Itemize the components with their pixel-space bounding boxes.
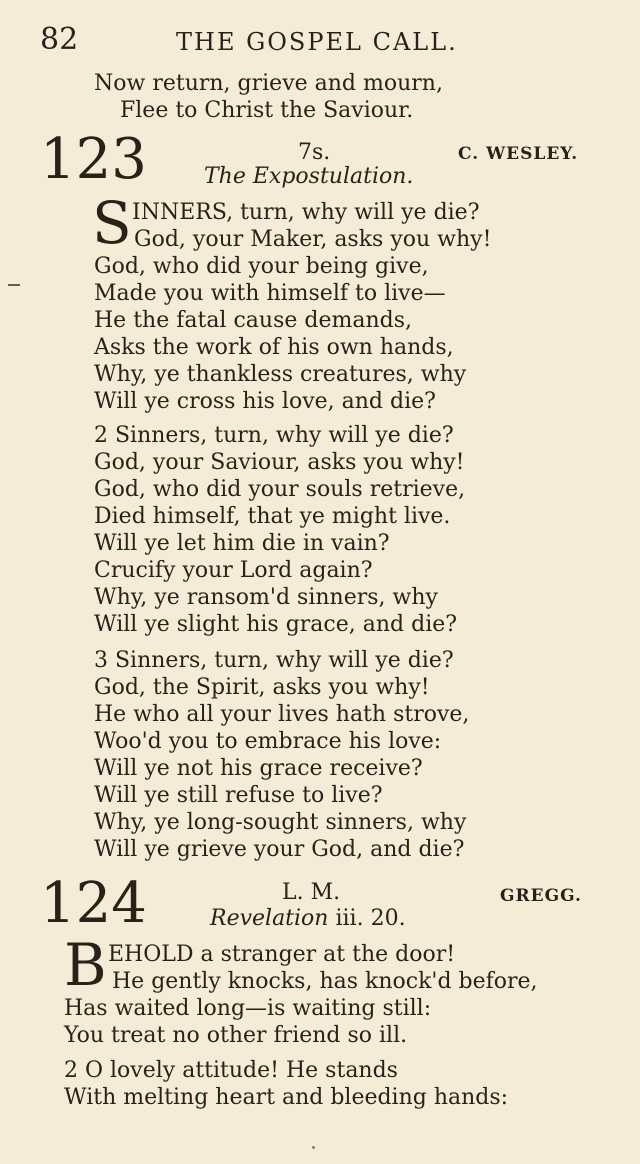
verse-line: God, your Saviour, asks you why! bbox=[94, 450, 465, 475]
verse-line: Made you with himself to live— bbox=[94, 281, 446, 306]
hymn-meter: L. M. bbox=[282, 880, 341, 905]
hymn-title-book: Revelation bbox=[210, 906, 329, 931]
verse-line: Crucify your Lord again? bbox=[94, 558, 373, 583]
verse-line: He who all your lives hath strove, bbox=[94, 702, 470, 727]
verse-line: Will ye cross his love, and die? bbox=[94, 389, 436, 414]
drop-cap: S bbox=[92, 189, 132, 257]
verse-line: With melting heart and bleeding hands: bbox=[64, 1085, 509, 1110]
verse-line: He gently knocks, has knock'd before, bbox=[112, 969, 538, 994]
verse-line: Why, ye ransom'd sinners, why bbox=[94, 585, 438, 610]
verse-line: Will ye not his grace receive? bbox=[94, 756, 423, 781]
verse-line: You treat no other friend so ill. bbox=[64, 1023, 408, 1048]
hymn-title-reference: iii. 20. bbox=[335, 906, 406, 931]
page-number: 82 bbox=[40, 22, 79, 57]
verse-line: God, who did your being give, bbox=[94, 254, 429, 279]
intro-line: Flee to Christ the Saviour. bbox=[120, 98, 414, 123]
verse-line: 2 Sinners, turn, why will ye die? bbox=[94, 423, 454, 448]
speck bbox=[312, 1146, 315, 1149]
verse-line: 3 Sinners, turn, why will ye die? bbox=[94, 648, 454, 673]
verse-line: God, your Maker, asks you why! bbox=[134, 227, 492, 252]
hymn-meter: 7s. bbox=[298, 140, 331, 165]
hymn-number: 124 bbox=[40, 871, 147, 936]
verse-line: EHOLD a stranger at the door! bbox=[108, 942, 456, 967]
drop-cap: B bbox=[64, 931, 107, 999]
verse-line: God, the Spirit, asks you why! bbox=[94, 675, 430, 700]
verse-line: Woo'd you to embrace his love: bbox=[94, 729, 442, 754]
hymn-number: 123 bbox=[40, 127, 147, 192]
hymn-author: GREGG. bbox=[500, 886, 582, 906]
verse-line: 2 O lovely attitude! He stands bbox=[64, 1058, 398, 1083]
verse-line: Will ye slight his grace, and die? bbox=[94, 612, 458, 637]
verse-line: He the fatal cause demands, bbox=[94, 308, 412, 333]
verse-line: Has waited long—is waiting still: bbox=[64, 996, 432, 1021]
running-title: THE GOSPEL CALL. bbox=[176, 28, 458, 56]
verse-line: Will ye still refuse to live? bbox=[94, 783, 383, 808]
verse-line: Asks the work of his own hands, bbox=[94, 335, 454, 360]
verse-line: God, who did your souls retrieve, bbox=[94, 477, 466, 502]
hymn-author: C. WESLEY. bbox=[458, 144, 579, 164]
verse-line: INNERS, turn, why will ye die? bbox=[132, 200, 480, 225]
verse-line: Why, ye thankless creatures, why bbox=[94, 362, 467, 387]
verse-line: Why, ye long-sought sinners, why bbox=[94, 810, 467, 835]
intro-line: Now return, grieve and mourn, bbox=[94, 71, 443, 96]
hymn-title: The Expostulation. bbox=[204, 164, 414, 189]
verse-line: Died himself, that ye might live. bbox=[94, 504, 451, 529]
hymn-title bbox=[210, 906, 406, 931]
verse-line: Will ye let him die in vain? bbox=[94, 531, 390, 556]
margin-mark bbox=[8, 284, 20, 286]
verse-line: Will ye grieve your God, and die? bbox=[94, 837, 465, 862]
